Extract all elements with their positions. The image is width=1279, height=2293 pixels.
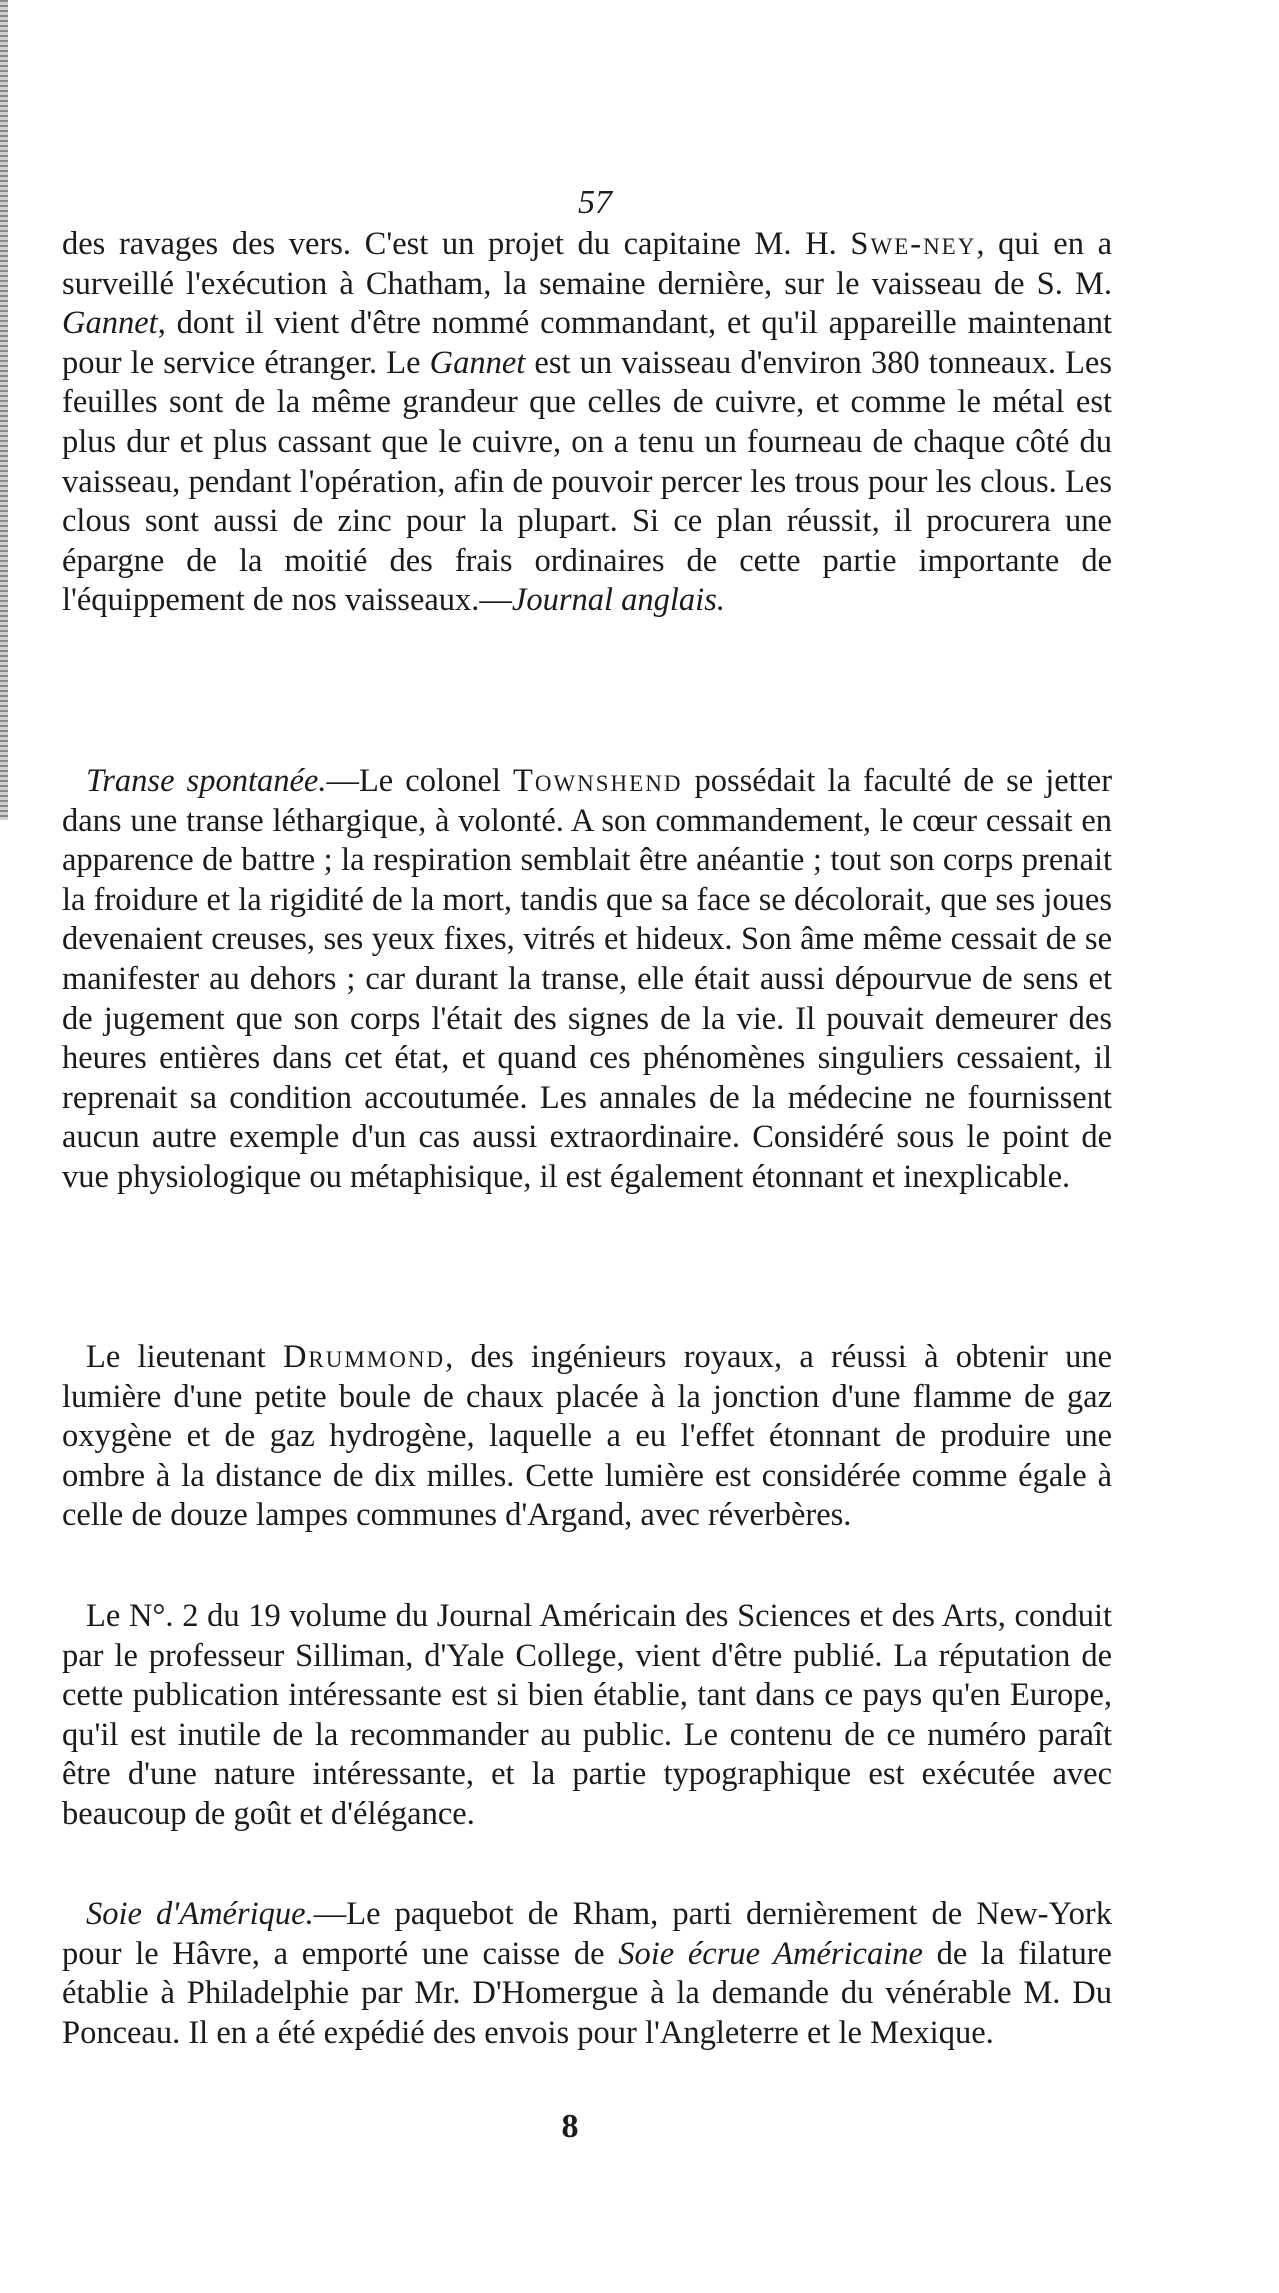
p5-italic-silk: Soie écrue Américaine <box>618 1935 923 1972</box>
p5-heading: Soie d'Amérique. <box>86 1896 314 1932</box>
p5-text-2: de la filature établie à Philadelphie par Mr. D'Homergue à la demande du vénérable M. Du Ponceau. Il en a été expédié des envois pour l'Angleterre et le Mexique. <box>62 1935 1112 2051</box>
p5-text-1: —Le paquebot de Rham, parti dernièrement de New-York pour le Hâvre, a emporté une caisse de <box>62 1896 1112 1972</box>
ship-name-gannet-2: Gannet <box>429 344 526 381</box>
page-number: 57 <box>578 184 612 221</box>
p1-text-4: est un vaisseau d'environ 380 tonneaux. Les feuilles sont de la même grandeur que celles de cuivre, et comme le métal est plus dur et plus cassant que le cuivre, on a tenu un fourneau de chaque côté du vaisseau, pendant l'opération, afin de pouvoir percer les trous pour les clous. Les clous sont aussi de zinc pour la plupart. Si ce plan réussit, il procurera une épargne de la moitié des frais ordinaires de cette partie importante de l'équippement de nos vaisseaux.— <box>62 344 1112 619</box>
p3-text-2: , des ingénieurs royaux, a réussi à obtenir une lumière d'une petite boule de chaux placée à la jonction d'une flamme de gaz oxygène et de gaz hydrogène, laquelle a eu l'effet étonnant de produire une ombre à la distance de dix milles. Cette lumière est considérée comme égale à celle de douze lampes communes d'Argand, avec réverbères. <box>62 1339 1112 1534</box>
p2-heading: Transe spontanée. <box>86 763 327 799</box>
article-drummond-light <box>62 1338 1112 1536</box>
p1-text-2: , qui en a surveillé l'exécution à Chatham, la semaine dernière, sur le vaisseau de S. M. <box>62 226 1112 302</box>
page-edge <box>0 0 8 820</box>
p3-text-1: Le lieutenant <box>86 1339 283 1375</box>
p2-text-2: possédait la faculté de se jetter dans une transe léthargique, à volonté. A son commandement, le cœur cessait en apparence de battre ; la respiration semblait être anéantie ; tout son corps prenait la froidure et la rigidité de la mort, tandis que sa face se décolorait, que ses joues devenaient creuses, ses yeux fixes, vitrés et hideux. Son âme même cessait de se manifester au dehors ; car durant la transe, elle était aussi dépourvue de sens et de jugement que son corps l'était des signes de la vie. Il pouvait demeurer des heures entières dans cet état, et quand ces phénomènes singuliers cessaient, il reprenait sa condition accoutumée. Les annales de la médecine ne fournissent aucun autre exemple d'un cas aussi extraordinaire. Considéré sous le point de vue physiologique ou métaphisique, il est également étonnant et inexplicable. <box>62 763 1113 1195</box>
p4-text-1: Le N°. 2 du 19 volume du Journal Américain des Sciences et des Arts, conduit par le professeur Silliman, d'Yale College, vient d'être publié. La réputation de cette publication intéressante est si bien établie, tant dans ce pays qu'en Europe, qu'il est inutile de la recommander au public. Le contenu de ce numéro paraît être d'une nature intéressante, et la partie typographique est exécutée avec beaucoup de goût et d'élégance. <box>62 1598 1112 1832</box>
article-ship-sheathing <box>62 225 1112 621</box>
source-journal-anglais: Journal anglais. <box>511 582 725 619</box>
person-name-drummond: Drummond <box>282 1339 446 1375</box>
p2-text-1: —Le colonel <box>326 763 513 799</box>
article-transe-spontanee <box>62 762 1112 1198</box>
article-american-journal <box>62 1597 1112 1835</box>
p1-text-3: , dont il vient d'être nommé commandant, et qu'il appareille maintenant pour le service étranger. Le <box>62 305 1112 381</box>
person-name-townshend: Townshend <box>512 763 683 799</box>
p1-text-1: des ravages des vers. C'est un projet du capitaine M. H. <box>62 226 851 262</box>
person-name-sweney: Swe-ney <box>850 226 977 262</box>
article-american-silk <box>62 1895 1112 2053</box>
ship-name-gannet: Gannet <box>62 305 158 342</box>
signature-mark: 8 <box>561 2108 579 2145</box>
